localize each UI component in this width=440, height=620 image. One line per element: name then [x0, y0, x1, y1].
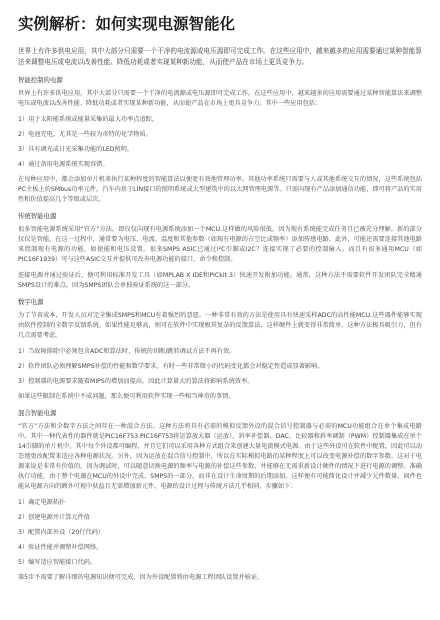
list-item: 4）通过备用电源系统实现容错。 — [18, 161, 109, 168]
step-item: 5）编写适应智能接口代码。 — [18, 559, 97, 566]
section-heading-hybrid: 混合智能电源 — [18, 409, 57, 417]
section-paragraph: 连接电源并通过验证后，便可利用标准开发工具（如MPLAB X IDE和PICkit 3）快速开发附加功能。通常，这种方法不需要软件开发团队完全精通SMPS设计的难点，因为SMPS团队会单独验证系统的这一部分。 — [18, 272, 422, 289]
section-heading-traditional: 传统智能电源 — [18, 212, 57, 220]
step-item: 4）验证性能并调整补偿网络。 — [18, 544, 103, 551]
section-heading-smart-control: 智能控制的电源 — [18, 76, 63, 84]
section-paragraph: 很多智能电源系统采用“官方”方法，即仅仅向现有电源系统添加一个MCU.这样做的风险很低，因为现有系统能完成任务且已被充分理解。新的部分仅仅是智能。在这一过程中，通常要为电压、电流、温度和其他参数（如现有电源的占空比或频率）添加传感电路。此外，可能还需要连接其他电路来控制现有电源的功能，如使能和电压设置。很多SMPS ASIC已通过I²C引脚或I2C？连接实现了必要的控制输入。而且有很多通用MCU（如PIC16F1939）可与这些ASIC交互并提供可改善电源功能的接口、命令和控制。 — [18, 226, 422, 263]
section-paragraph: 如果这些限制在系统中不成问题，那么便可利用软件实现一些相当神奇的事情。 — [18, 393, 235, 400]
list-item: 2）软件团队必须理解SMPS补偿的性能和数学要求。有时一些非常微小的代码变化都会对稳定性造成显著影响。 — [18, 363, 324, 370]
page-title: 实例解析：如何实现电源智能化 — [18, 15, 236, 33]
section-paragraph: 世界上有许多供电应用，其中大部分只需要一个干净的电流源或电压源即可完成工作。在这些应用中，越来越多的应用需要通过某种智能算法来调整电压或电流以改善性能、降低功耗或者实现某种新功能，从而使产品在市场上更具竞争力。其中一些应用包括： — [18, 90, 422, 107]
section-paragraph: 为了节省成本，开发人员对完全集成SMPS和MCU有着强烈的意愿。一种非常有效的方法是使用具有快速采样ADC的高性能MCU.这些器件能够实现由软件控制的全数字反馈系统。如果性能足够高，则可在软件中实现极其复杂的反馈算法，这样硬件上就变得非常简单。这种方法极具吸引力，但有几点需要考虑。 — [18, 312, 422, 339]
intro-paragraph: 世界上有许多供电应用，其中大部分只需要一个干净的电流源或电压源即可完成工作。在这些应用中，越来越多的应用需要通过某种智能算法来调整电压或电流以改善性能、降低功耗或者实现某种新功能，从而使产品在市场上更具竞争力。 — [18, 47, 422, 66]
section-paragraph: 在每种应用中，都会添加单片机来执行某种程度的智能算法以便更有效地管理功率。其他功率系统只需要与人或其他系统交互的情况，这些系统包括PC主板上的SMbus功率元件，汽车内基于LIN接口的照明系统或大型建筑中的以太网管理电源等。只需向现有产品添加通信功能，即可将产品的实用性和价值提高几个等级或层次。 — [18, 176, 422, 203]
list-item: 1）用于太阳能系统或能量采集的最大功率点追踪。 — [18, 116, 159, 123]
list-item: 2）电池充电，尤其是一些较为奇特的化学物质。 — [18, 131, 152, 138]
list-item: 3）具有调光或日光采集功能的LED照明。 — [18, 146, 134, 153]
step-item: 3）配置内部外设（20行代码） — [18, 529, 105, 536]
list-item: 3）控制器的电源要求随着MIPS的增加而提高，因此计算量大的算法将影响系统效率。 — [18, 378, 254, 385]
list-item: 1）当故障排除中必须包含ADC和算法时，传统的切断/跳转调试方法不再有效。 — [18, 348, 236, 355]
step-item: 2）创建电源并计算元件值 — [18, 514, 90, 521]
step-item: 1）确定电源拓扑 — [18, 499, 66, 506]
section-paragraph: “官方”方法和全数字方法之间存在一种混合方法。这种方法将具有必需的模拟反馈外设的混合信号控制器与必需的MCU功能组合在单个集成电路中。其中一种代表性的器件就是PIC16F753.PIC16F753将运算放大器（运放）、斜率补偿器、DAC、比较器和斜率调制（PWM）控制器集成在单个14引脚的单片机中。其中每个外设都可编程，并且它们可以采用各种方式组合来创建大量电流模式电源。由于这些外设可在软件中配置，因此可以动态地更改配置来适应各种电源状况。另外，因为运放在混合信号控制中，所以在实际模拟电路的某种程度上可以改变电源补偿的数字参数。这对于电源来说是非常有价值的，因为调试时，可以随意切换电源的频率与电源的补偿这些参数，并能够在无需重新设计硬件的情况下进行电源的调整。准确执行功能，由于整个电源在MCU的外设中完成，SMPS的一部分，而非在设计生命周期的后期添加。这样便有可能简化设计并减少元件数量。固件也能从电源方向的额外可视中获益且无需增加新元件。电源的设计过程与传统方法几乎相同，步骤如下： — [18, 423, 422, 490]
section-heading-digital: 数字电源 — [18, 298, 44, 306]
closing-paragraph: 第5步不需要了解详细的电源知识便可完成，因为外设配置将由电源工程团队设置并验证。 — [18, 574, 264, 581]
